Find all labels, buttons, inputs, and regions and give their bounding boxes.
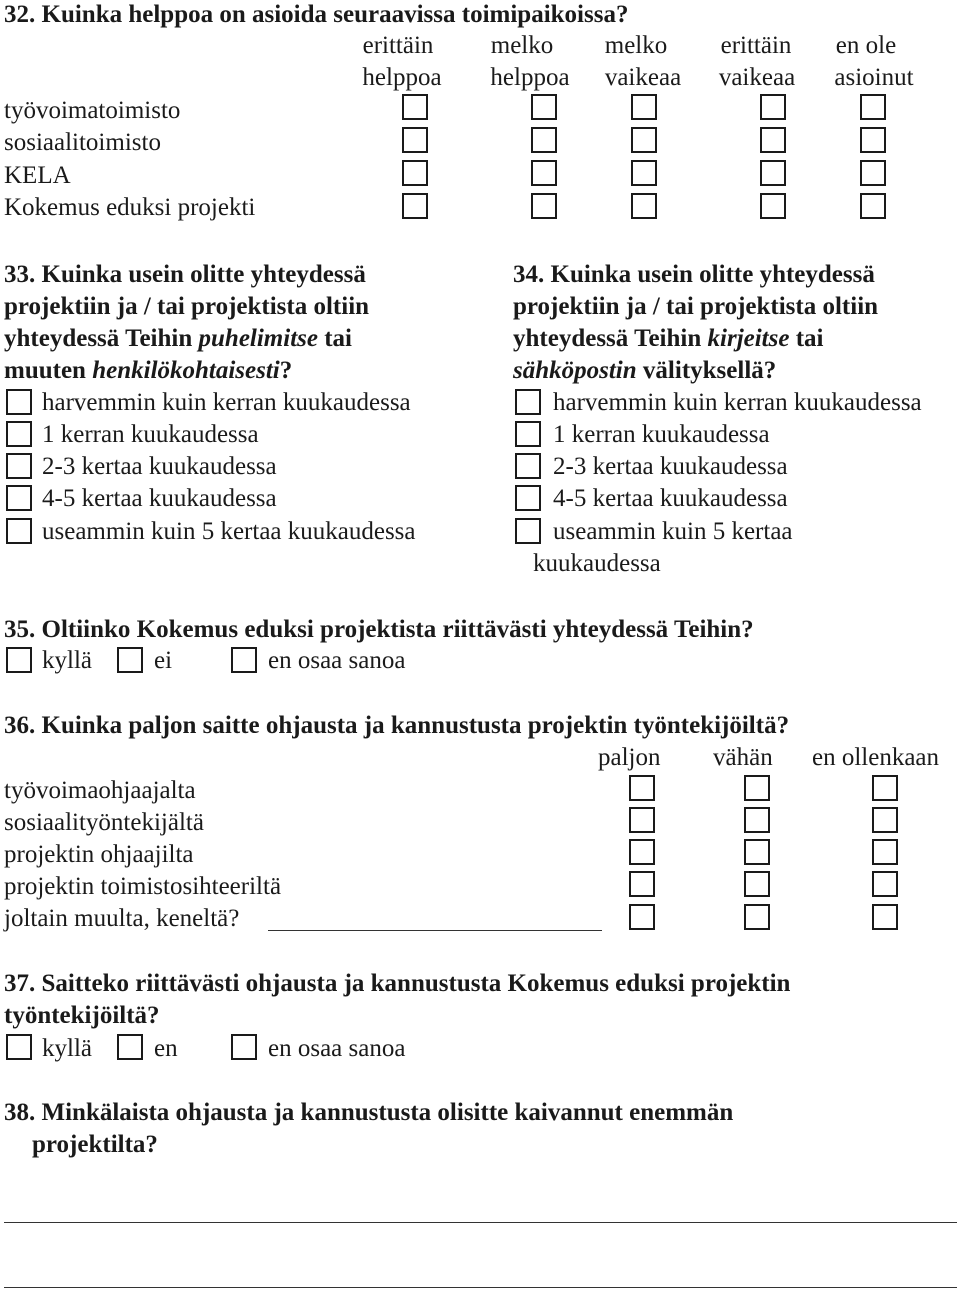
q36-row-label-1: työvoimaohjaajalta <box>4 777 196 804</box>
q32-r1-c5-checkbox[interactable] <box>860 94 886 120</box>
q32-r1-c1-checkbox[interactable] <box>402 94 428 120</box>
q36-col-header-1: paljon <box>598 744 661 771</box>
q32-row-label-3: KELA <box>4 162 71 189</box>
q32-col-header-3-bottom: vaikeaa <box>604 64 682 91</box>
q34-option-5-checkbox[interactable] <box>515 518 541 544</box>
q33-option-2-checkbox[interactable] <box>6 421 32 447</box>
q34-title-line-2: projektiin ja / tai projektista oltiin <box>513 293 879 320</box>
q34-option-1-label: harvemmin kuin kerran kuukaudessa <box>553 389 922 416</box>
q36-r3-c1-checkbox[interactable] <box>629 839 655 865</box>
q32-r4-c2-checkbox[interactable] <box>531 193 557 219</box>
q33-option-4-label: 4-5 kertaa kuukaudessa <box>42 485 277 512</box>
q34-option-4-checkbox[interactable] <box>515 485 541 511</box>
q34-option-2-checkbox[interactable] <box>515 421 541 447</box>
q34-option-4-label: 4-5 kertaa kuukaudessa <box>553 485 788 512</box>
q32-col-header-5-bottom: asioinut <box>834 64 914 91</box>
q32-col-header-1-bottom: helppoa <box>362 64 442 91</box>
q36-r4-c2-checkbox[interactable] <box>744 871 770 897</box>
q32-title: 32. Kuinka helppoa on asioida seuraavissa toimipaikoissa? <box>4 1 629 28</box>
q34-title-line-3: yhteydessä Teihin kirjeitse tai <box>513 325 824 352</box>
q32-col-header-5-top: en ole <box>835 32 897 59</box>
q36-r3-c2-checkbox[interactable] <box>744 839 770 865</box>
q37-no-label: en <box>154 1035 178 1062</box>
q33-option-1-checkbox[interactable] <box>6 389 32 415</box>
q33-option-3-label: 2-3 kertaa kuukaudessa <box>42 453 277 480</box>
q35-yes-label: kyllä <box>42 647 92 674</box>
q37-dont-know-checkbox[interactable] <box>231 1034 257 1060</box>
q32-row-label-4: Kokemus eduksi projekti <box>4 194 256 221</box>
q33-emphasis-phone: puhelimitse <box>198 325 318 352</box>
q32-r4-c5-checkbox[interactable] <box>860 193 886 219</box>
q35-no-label: ei <box>154 647 173 674</box>
q35-dont-know-checkbox[interactable] <box>231 647 257 673</box>
q37-yes-label: kyllä <box>42 1035 92 1062</box>
q34-option-3-checkbox[interactable] <box>515 453 541 479</box>
q33-title-line-4: muuten henkilökohtaisesti? <box>4 357 293 384</box>
q32-r3-c5-checkbox[interactable] <box>860 160 886 186</box>
q34-title-line-1: 34. Kuinka usein olitte yhteydessä <box>513 261 875 288</box>
q36-col-header-2: vähän <box>713 744 773 771</box>
q36-r4-c1-checkbox[interactable] <box>629 871 655 897</box>
q32-row-label-2: sosiaalitoimisto <box>4 129 161 156</box>
q36-r5-c2-checkbox[interactable] <box>744 904 770 930</box>
q33-title-line-3: yhteydessä Teihin puhelimitse tai <box>4 325 353 352</box>
q32-col-header-3-top: melko <box>604 32 668 59</box>
q38-title-line-1: 38. Minkälaista ohjausta ja kannustusta olisitte kaivannut enemmän <box>4 1099 734 1126</box>
q34-option-1-checkbox[interactable] <box>515 389 541 415</box>
q36-col-header-3: en ollenkaan <box>812 744 940 771</box>
q37-no-checkbox[interactable] <box>117 1034 143 1060</box>
q33-option-5-label: useammin kuin 5 kertaa kuukaudessa <box>42 518 416 545</box>
q38-title-line-2: projektilta? <box>32 1131 158 1158</box>
q33-title-line-1: 33. Kuinka usein olitte yhteydessä <box>4 261 366 288</box>
q33-emphasis-personal: henkilökohtaisesti <box>92 357 280 384</box>
q32-col-header-1-top: erittäin <box>362 32 434 59</box>
q33-option-2-label: 1 kerran kuukaudessa <box>42 421 259 448</box>
q35-title: 35. Oltiinko Kokemus eduksi projektista riittävästi yhteydessä Teihin? <box>4 616 754 643</box>
q34-emphasis-letter: kirjeitse <box>707 325 790 352</box>
q32-col-header-4-top: erittäin <box>720 32 792 59</box>
q36-r1-c1-checkbox[interactable] <box>629 775 655 801</box>
q36-other-answer-line[interactable] <box>268 930 602 931</box>
q32-r3-c4-checkbox[interactable] <box>760 160 786 186</box>
q36-r2-c3-checkbox[interactable] <box>872 807 898 833</box>
q32-r2-c5-checkbox[interactable] <box>860 127 886 153</box>
q32-r2-c3-checkbox[interactable] <box>631 127 657 153</box>
q33-option-1-label: harvemmin kuin kerran kuukaudessa <box>42 389 411 416</box>
q38-answer-line-1[interactable] <box>4 1222 957 1223</box>
q32-r4-c1-checkbox[interactable] <box>402 193 428 219</box>
q37-title-line-2: työntekijöiltä? <box>4 1002 160 1029</box>
q32-row-label-1: työvoimatoimisto <box>4 97 181 124</box>
q36-r2-c1-checkbox[interactable] <box>629 807 655 833</box>
q36-row-label-5: joltain muulta, keneltä? <box>4 905 240 932</box>
q32-r1-c3-checkbox[interactable] <box>631 94 657 120</box>
q32-r1-c2-checkbox[interactable] <box>531 94 557 120</box>
q33-option-5-checkbox[interactable] <box>6 518 32 544</box>
q32-r3-c2-checkbox[interactable] <box>531 160 557 186</box>
q37-dont-know-label: en osaa sanoa <box>268 1035 406 1062</box>
q36-row-label-4: projektin toimistosihteeriltä <box>4 873 282 900</box>
q34-title-line-4: sähköpostin välityksellä? <box>513 357 777 384</box>
q36-r5-c1-checkbox[interactable] <box>629 904 655 930</box>
q35-dont-know-label: en osaa sanoa <box>268 647 406 674</box>
q34-option-2-label: 1 kerran kuukaudessa <box>553 421 770 448</box>
q36-r3-c3-checkbox[interactable] <box>872 839 898 865</box>
q33-option-3-checkbox[interactable] <box>6 453 32 479</box>
q32-r3-c1-checkbox[interactable] <box>402 160 428 186</box>
q36-r4-c3-checkbox[interactable] <box>872 871 898 897</box>
q36-r1-c3-checkbox[interactable] <box>872 775 898 801</box>
q33-title-line-2: projektiin ja / tai projektista oltiin <box>4 293 370 320</box>
q32-r4-c4-checkbox[interactable] <box>760 193 786 219</box>
q33-option-4-checkbox[interactable] <box>6 485 32 511</box>
q32-r3-c3-checkbox[interactable] <box>631 160 657 186</box>
q32-r1-c4-checkbox[interactable] <box>760 94 786 120</box>
q38-answer-line-2[interactable] <box>4 1287 957 1288</box>
q36-r1-c2-checkbox[interactable] <box>744 775 770 801</box>
q32-r4-c3-checkbox[interactable] <box>631 193 657 219</box>
q34-option-5-label-continued: kuukaudessa <box>533 550 661 577</box>
q37-yes-checkbox[interactable] <box>6 1034 32 1060</box>
q36-title: 36. Kuinka paljon saitte ohjausta ja kannustusta projektin työntekijöiltä? <box>4 712 790 739</box>
q32-r2-c4-checkbox[interactable] <box>760 127 786 153</box>
q32-col-header-2-bottom: helppoa <box>490 64 570 91</box>
q34-option-5-label: useammin kuin 5 kertaa <box>553 518 793 545</box>
q32-col-header-2-top: melko <box>490 32 554 59</box>
q36-r2-c2-checkbox[interactable] <box>744 807 770 833</box>
q32-col-header-4-bottom: vaikeaa <box>718 64 796 91</box>
q32-r2-c1-checkbox[interactable] <box>402 127 428 153</box>
q36-row-label-3: projektin ohjaajilta <box>4 841 194 868</box>
q34-emphasis-email: sähköpostin <box>513 357 637 384</box>
q36-row-label-2: sosiaalityöntekijältä <box>4 809 204 836</box>
q32-r2-c2-checkbox[interactable] <box>531 127 557 153</box>
q34-option-3-label: 2-3 kertaa kuukaudessa <box>553 453 788 480</box>
q35-yes-checkbox[interactable] <box>6 647 32 673</box>
q36-r5-c3-checkbox[interactable] <box>872 904 898 930</box>
q35-no-checkbox[interactable] <box>117 647 143 673</box>
q37-title-line-1: 37. Saitteko riittävästi ohjausta ja kannustusta Kokemus eduksi projektin <box>4 970 791 997</box>
